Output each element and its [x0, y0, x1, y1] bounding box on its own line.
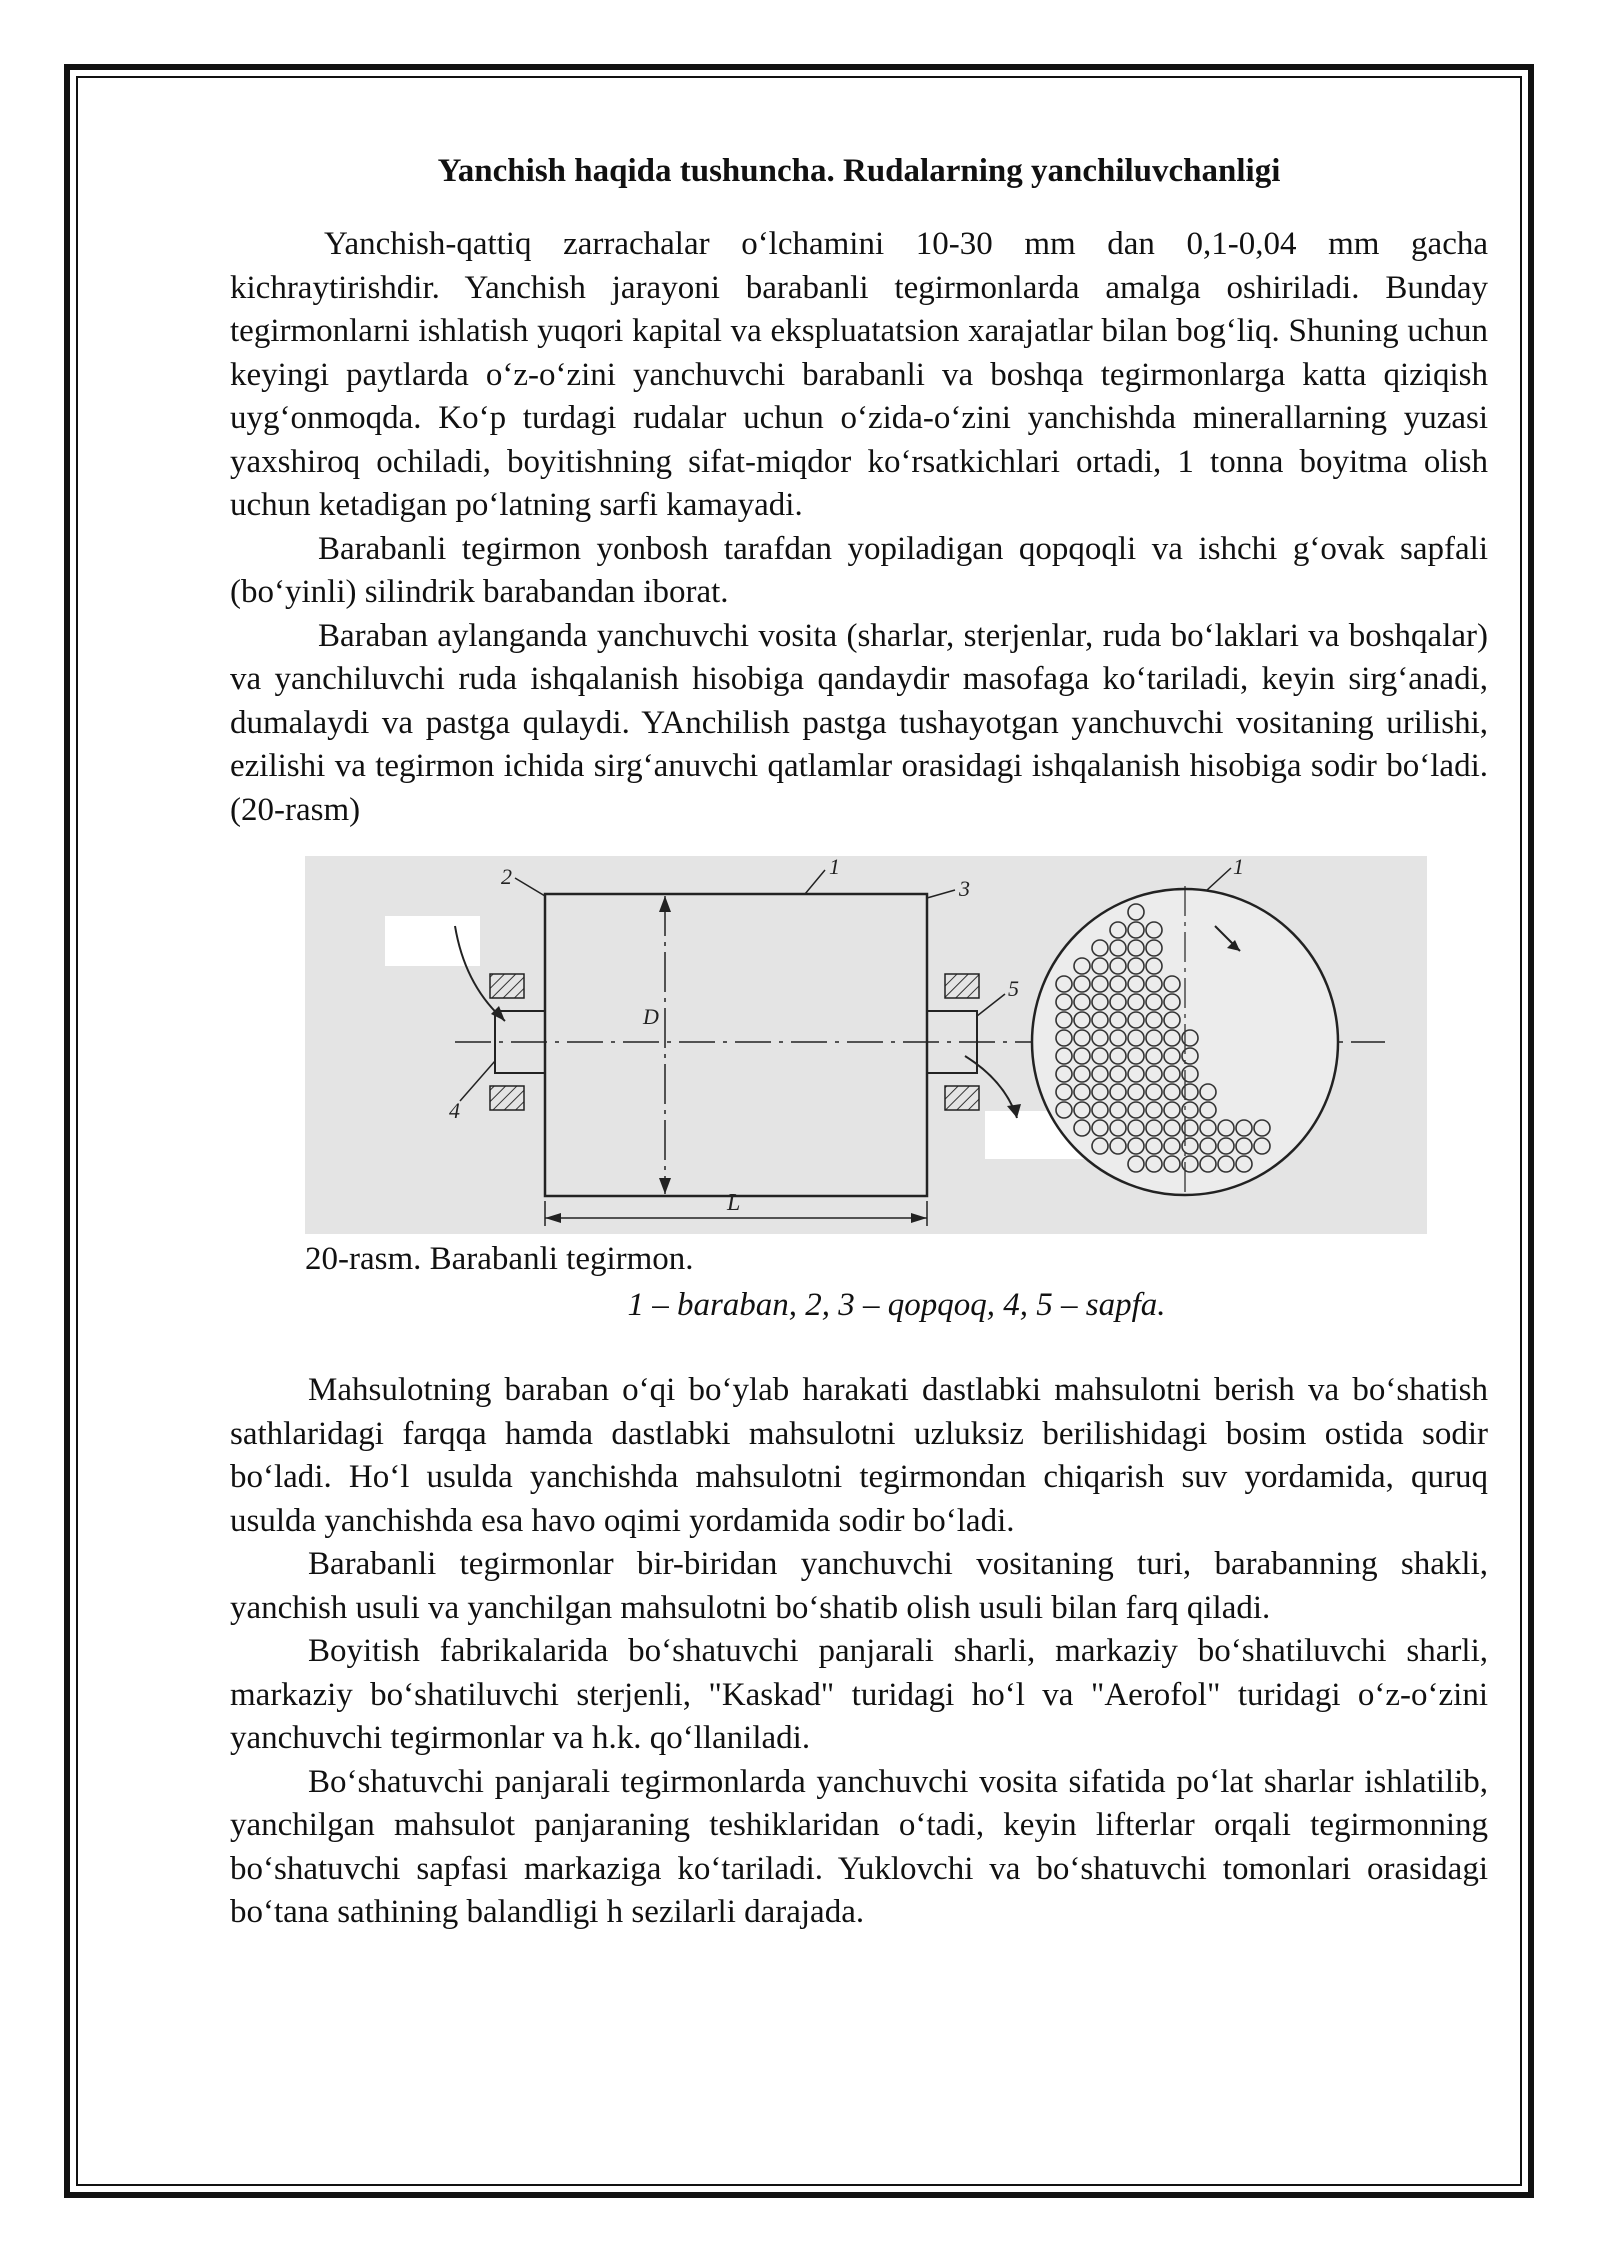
label-5: 5 — [1008, 976, 1019, 1001]
paragraph-3: Baraban aylanganda yanchuvchi vosita (sharlar, sterjenlar, ruda bo‘laklari va boshqalar) va yanchiluvchi ruda ishqalanish hisobiga qandaydir masofaga ko‘tariladi, keyin sirg‘anadi, dumalaydi va pastga qulaydi. YAnchilish pastga tushayotgan yanchuvchi vositaning urilishi, ezilishi va tegirmon ichida sirg‘anuvchi qatlamlar orasidagi ishqalanish hisobiga sodir bo‘ladi. (20-rasm) — [230, 617, 1488, 828]
label-1: 1 — [829, 856, 840, 879]
document-body — [230, 150, 1488, 1935]
white-patch-left — [385, 916, 480, 966]
mill-diagram — [305, 856, 1427, 1234]
bearing-left-top — [490, 974, 524, 998]
label-1-section: 1 — [1233, 856, 1244, 879]
label-3: 3 — [959, 876, 970, 901]
label-L: L — [727, 1190, 741, 1216]
paragraph-4: Mahsulotning baraban o‘qi bo‘ylab harakati dastlabki mahsulotni berish va bo‘shatish sathlaridagi farqqa hamda dastlabki mahsulotni uzluksiz berilishidagi bosim ostida sodir bo‘ladi. Ho‘l usulda yanchishda mahsulotni tegirmondan chiqarish suv yordamida, quruq usulda yanchishda esa havo oqimi yordamida sodir bo‘ladi. — [230, 1372, 1488, 1539]
paragraph-2: Barabanli tegirmon yonbosh tarafdan yopiladigan qopqoqli va ishchi g‘ovak sapfali (bo‘yinli) silindrik barabandan iborat. — [230, 530, 1488, 610]
label-4: 4 — [449, 1098, 460, 1123]
bearing-left-bottom — [490, 1086, 524, 1110]
label-D: D — [643, 1004, 659, 1029]
bearing-right-top — [945, 974, 979, 998]
paragraphs-after — [230, 1369, 1488, 1935]
bearing-right-bottom — [945, 1086, 979, 1110]
figure-legend: 1 – baraban, 2, 3 – qopqoq, 4, 5 – sapfa. — [627, 1286, 1166, 1323]
label-2: 2 — [501, 864, 512, 889]
paragraph-5: Barabanli tegirmonlar bir-biridan yanchuvchi vositaning turi, barabanning shakli, yanchish usuli va yanchilgan mahsulotni bo‘shatib olish usuli bilan farq qiladi. — [230, 1546, 1488, 1626]
drum-body — [545, 894, 927, 1196]
paragraph-7: Bo‘shatuvchi panjarali tegirmonlarda yanchuvchi vosita sifatida po‘lat sharlar ishlatilib, yanchilgan mahsulot panjaraning teshiklaridan o‘tadi, keyin lifterlar orqali tegirmonning bo‘shatuvchi sapfasi markaziga ko‘tariladi. Yuklovchi va bo‘shatuvchi tomonlari orasidagi bo‘tana sathining balandligi h sezilarli darajada. — [230, 1763, 1488, 1930]
paragraph-6: Boyitish fabrikalarida bo‘shatuvchi panjarali sharli, markaziy bo‘shatiluvchi sharli, markaziy bo‘shatiluvchi sterjenli, "Kaskad" turidagi ho‘l va "Aerofol" turidagi o‘z-o‘zini yanchuvchi tegirmonlar va h.k. qo‘llaniladi. — [230, 1633, 1488, 1756]
mill-figure — [305, 856, 1427, 1234]
paragraph-1: Yanchish-qattiq zarrachalar o‘lchamini 10-30 mm dan 0,1-0,04 mm gacha kichraytirishdir. Yanchish jarayoni barabanli tegirmonlarda amalga oshiriladi. Bunday tegirmonlarni ishlatish yuqori kapital va ekspluatatsion xarajatlar bilan bog‘liq. Shuning uchun keyingi paytlarda o‘z-o‘zini yanchuvchi barabanli va boshqa tegirmonlarga katta qiziqish uyg‘onmoqda. Ko‘p turdagi rudalar uchun o‘zida-o‘zini yanchishda minerallarning yuzasi yaxshiroq ochiladi, boyitishning sifat-miqdor ko‘rsatkichlari ortadi, 1 tonna boyitma olish uchun ketadigan po‘latning sarfi kamayadi. — [230, 226, 1488, 523]
figure-caption: 20-rasm. Barabanli tegirmon. — [305, 1241, 694, 1277]
document-title: Yanchish haqida tushuncha. Rudalarning yanchiluvchanligi — [437, 153, 1281, 189]
